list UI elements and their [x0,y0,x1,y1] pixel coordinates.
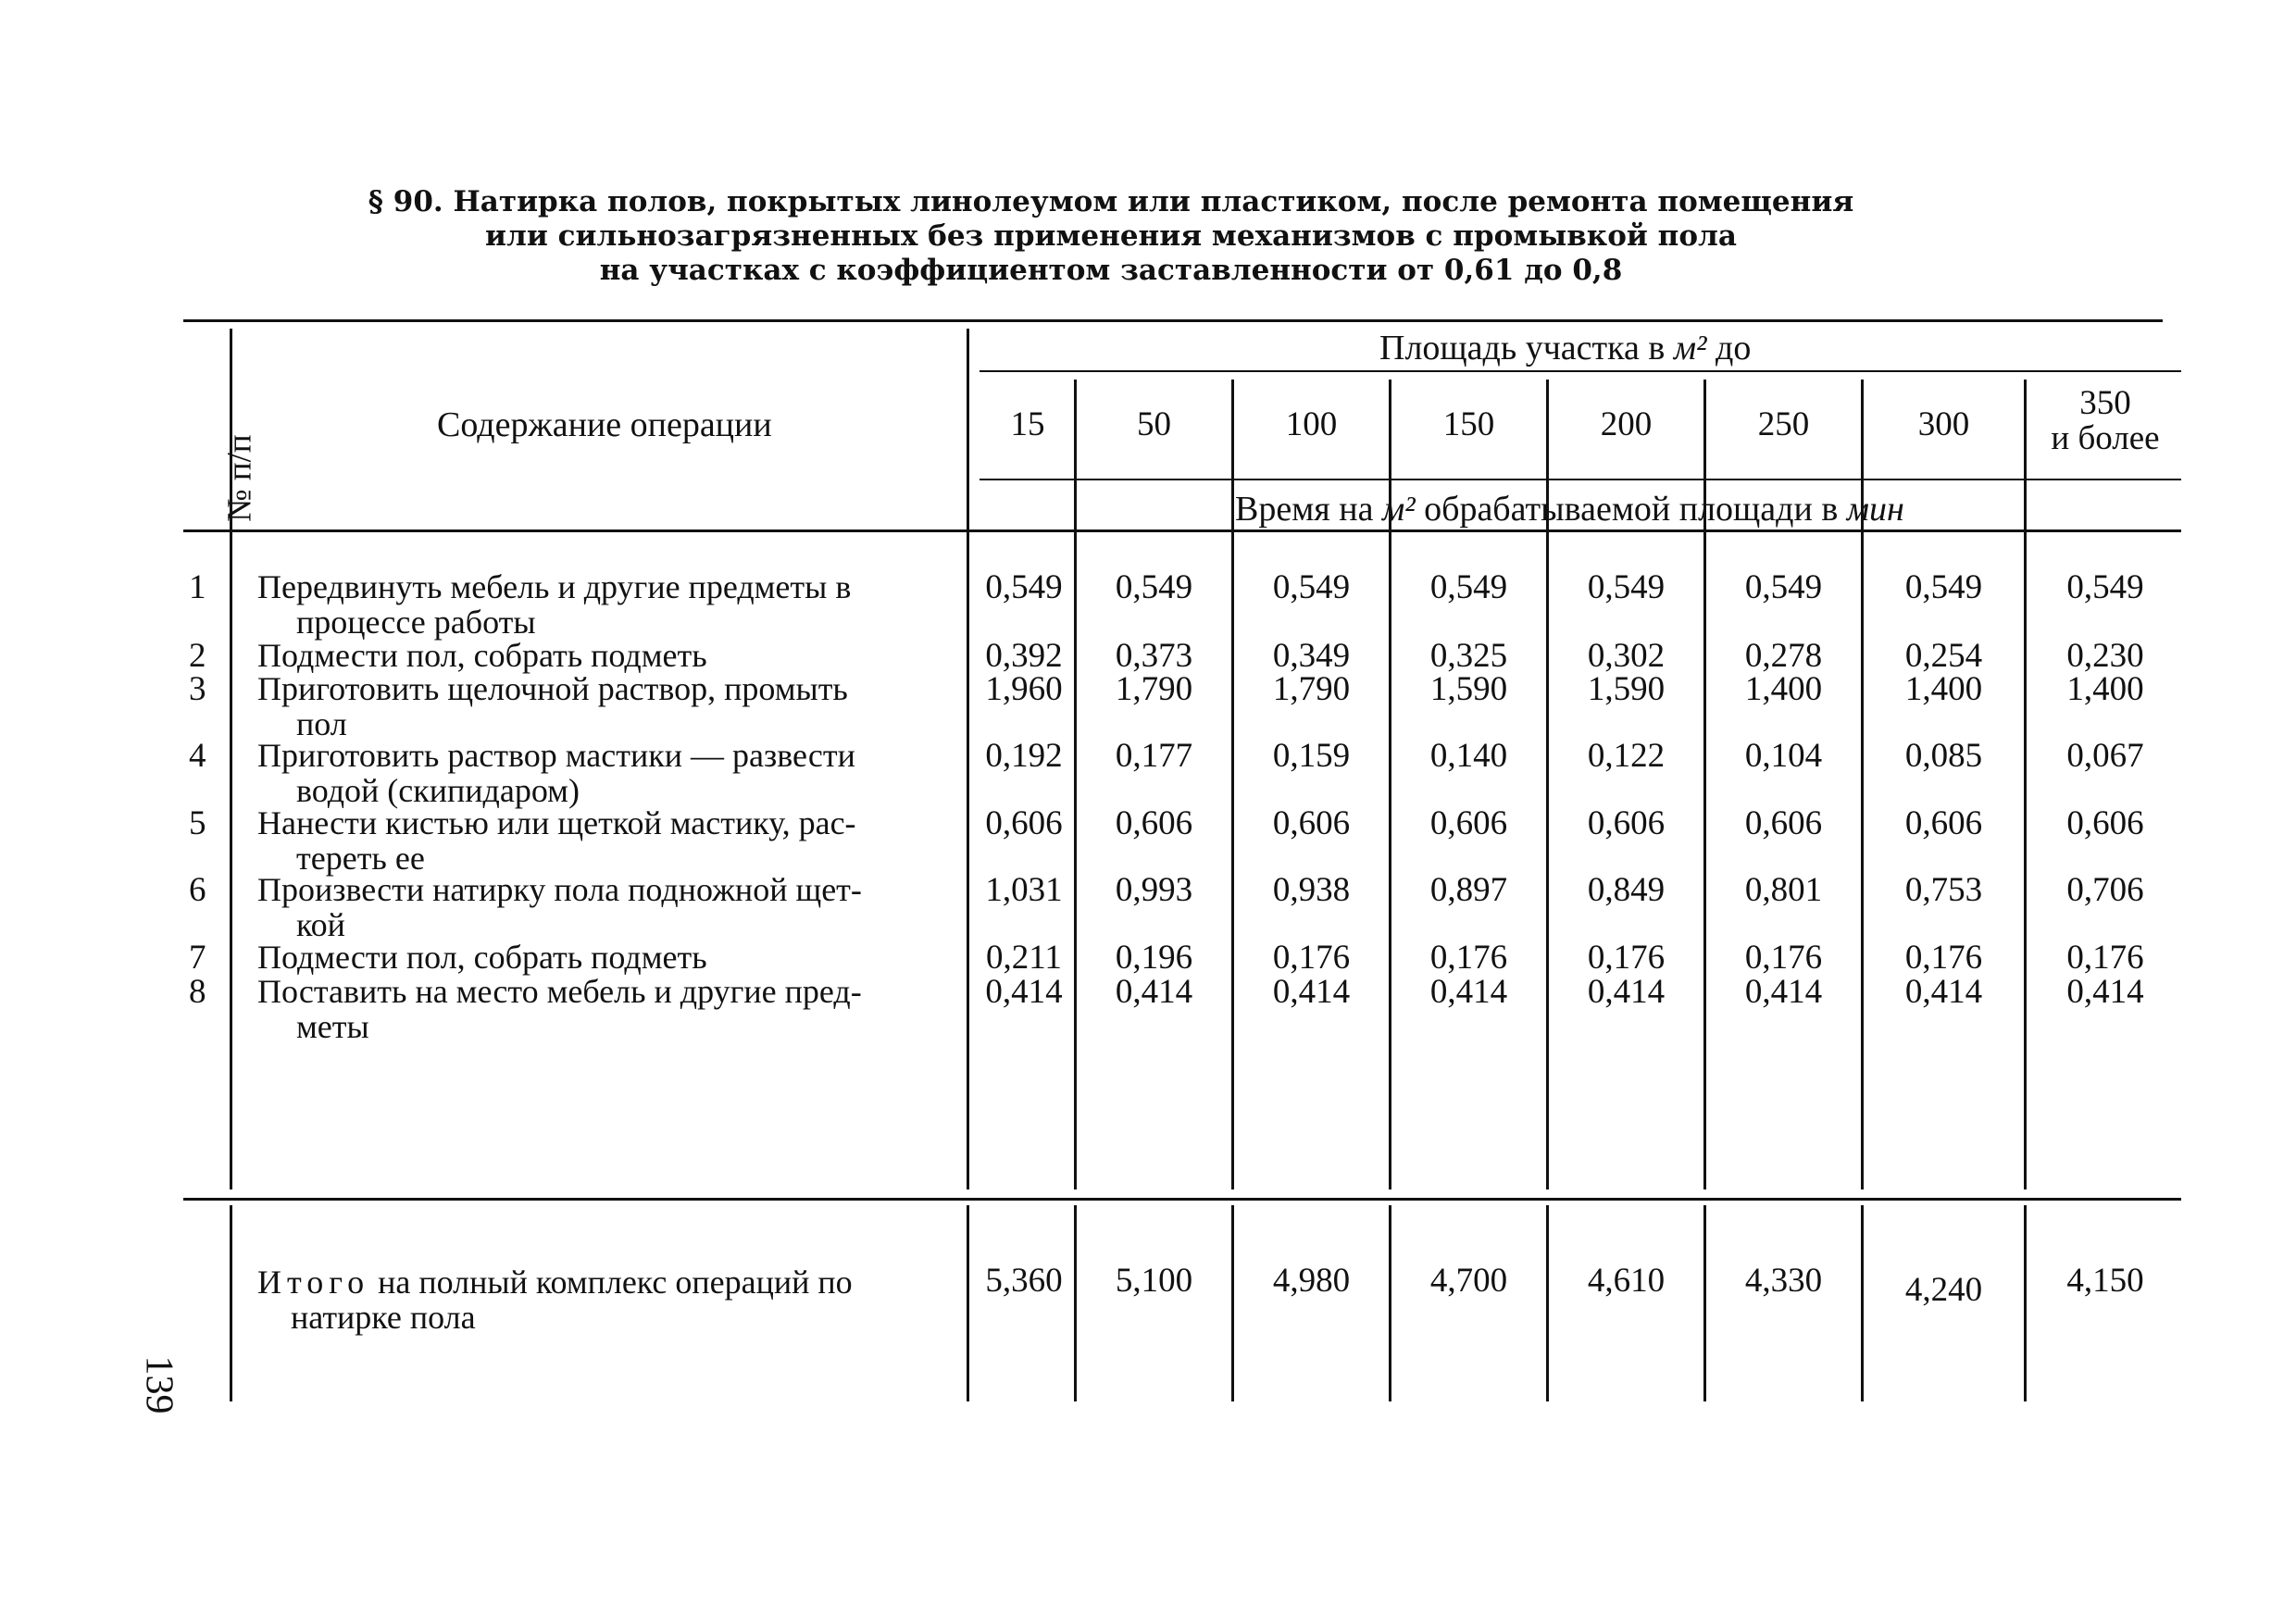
row-value-cell: 0,104 [1744,737,1823,775]
time-header-unit-time: мин [1846,490,1904,529]
area-col-350-and-more [2027,386,2184,456]
row-value-cell: 0,606 [1429,804,1508,842]
row-number: 7 [189,939,206,977]
area-col-350-line2: и более [2051,419,2160,457]
row-value-cell: 0,606 [1744,804,1823,842]
row-number: 3 [189,670,206,708]
area-header-suffix: до [1706,329,1752,367]
row-value-cell: 1,790 [1272,670,1351,708]
total-value-cell: 4,330 [1744,1262,1823,1300]
area-col-300: 300 [1917,405,1970,443]
row-value-cell: 0,392 [985,637,1063,675]
table-top-rule [183,319,2163,322]
row-value-cell: 0,414 [1429,973,1508,1011]
row-value-cell: 0,801 [1744,871,1823,909]
row-value-cell: 1,400 [1744,670,1823,708]
row-value-cell: 0,549 [985,568,1063,606]
total-label-word: Итого [257,1264,370,1301]
row-value-cell: 0,549 [1272,568,1351,606]
row-operation-line1: Поставить на место мебель и другие пред- [257,973,862,1010]
row-value-cell: 1,400 [2066,670,2144,708]
row-value-cell: 0,849 [1587,871,1666,909]
col-rule-50 [1231,380,1234,1189]
row-operation-line2: тереть ее [296,840,425,877]
row-value-cell: 0,414 [2066,973,2144,1011]
total-rule-15 [1074,1205,1077,1401]
row-value-cell: 0,993 [1115,871,1193,909]
total-label-line2: натирке пола [291,1299,476,1336]
row-number: 6 [189,871,206,909]
row-value-cell: 0,414 [1115,973,1193,1011]
row-value-cell: 0,176 [1904,939,1983,977]
total-rule-200 [1703,1205,1706,1401]
area-header-rule [980,370,2181,372]
row-value-cell: 0,606 [985,804,1063,842]
area-col-250: 250 [1757,405,1810,443]
row-operation-line1: Приготовить раствор мастики — развести [257,737,855,774]
header-bottom-rule [183,529,2181,532]
row-value-cell: 0,606 [2066,804,2144,842]
row-value-cell: 0,606 [1272,804,1351,842]
row-operation [257,940,707,975]
row-value-cell: 0,230 [2066,637,2144,675]
time-header-middle: обрабатываемой площади в [1415,490,1847,529]
row-value-cell: 0,176 [1429,939,1508,977]
section-title [278,185,1944,288]
row-value-cell: 1,590 [1587,670,1666,708]
area-header-unit: м² [1673,329,1707,367]
row-value-cell: 0,122 [1587,737,1666,775]
row-value-cell: 0,414 [985,973,1063,1011]
row-value-cell: 0,176 [1744,939,1823,977]
row-value-cell: 0,177 [1115,737,1193,775]
row-operation-line2: водой (скипидаром) [296,772,580,809]
row-operation [257,872,862,942]
title-line-1: § 90. Натирка полов, покрытых линолеумом или пластиком, после ремонта помещения [368,185,1854,218]
row-operation-line2: кой [296,906,345,943]
row-operation-line2: процессе работы [296,604,536,641]
row-value-cell: 0,067 [2066,737,2144,775]
row-value-cell: 0,325 [1429,637,1508,675]
row-value-cell: 0,196 [1115,939,1193,977]
row-value-cell: 1,031 [985,871,1063,909]
total-value-cell: 4,150 [2066,1262,2144,1300]
row-value-cell: 0,549 [2066,568,2144,606]
area-col-200: 200 [1600,405,1653,443]
row-value-cell: 0,549 [1115,568,1193,606]
row-number: 5 [189,804,206,842]
row-value-cell: 0,254 [1904,637,1983,675]
row-value-cell: 1,400 [1904,670,1983,708]
row-value-cell: 1,590 [1429,670,1508,708]
row-number: 2 [189,637,206,675]
area-header-prefix: Площадь участка в [1379,329,1674,367]
time-group-header [1235,489,1904,529]
total-label-line1 [257,1264,853,1300]
total-rule-operation [967,1205,969,1401]
row-operation [257,569,851,640]
row-operation [257,974,862,1044]
title-line-2: или сильнозагрязненных без применения механизмов с промывкой пола [485,219,1737,253]
col-rule-operation [967,329,969,1189]
row-value-cell: 0,176 [1587,939,1666,977]
total-value-cell: 4,240 [1904,1271,1983,1309]
row-value-cell: 0,897 [1429,871,1508,909]
row-value-cell: 0,606 [1587,804,1666,842]
row-value-cell: 0,414 [1272,973,1351,1011]
area-col-350-line1: 350 [2079,384,2131,422]
row-value-cell: 0,211 [986,939,1062,977]
row-operation-line1: Нанести кистью или щеткой мастику, рас- [257,804,856,841]
row-value-cell: 0,549 [1429,568,1508,606]
row-value-cell: 0,414 [1587,973,1666,1011]
time-header-unit-area: м² [1381,490,1416,529]
row-value-cell: 0,938 [1272,871,1351,909]
row-value-cell: 0,549 [1587,568,1666,606]
col-rule-15 [1074,380,1077,1189]
row-value-cell: 0,192 [985,737,1063,775]
row-value-cell: 0,373 [1115,637,1193,675]
row-value-cell: 0,606 [1115,804,1193,842]
total-label [257,1264,853,1335]
area-col-15: 15 [1010,405,1045,443]
area-col-150: 150 [1442,405,1495,443]
total-rule-100 [1389,1205,1391,1401]
total-value-cell: 4,700 [1429,1262,1508,1300]
row-value-cell: 0,606 [1904,804,1983,842]
total-value-cell: 5,100 [1115,1262,1193,1300]
row-value-cell: 0,085 [1904,737,1983,775]
row-value-cell: 0,414 [1904,973,1983,1011]
row-value-cell: 1,790 [1115,670,1193,708]
page-number: 139 [137,1355,181,1414]
operation-column-header: Содержание операции [437,405,772,444]
row-number: 1 [189,568,206,606]
row-value-cell: 0,349 [1272,637,1351,675]
total-value-cell: 4,980 [1272,1262,1351,1300]
title-line-3: на участках с коэффициентом заставленности от 0,61 до 0,8 [599,254,1623,287]
row-operation [257,738,855,808]
total-rule-number [230,1205,232,1401]
row-value-cell: 0,753 [1904,871,1983,909]
total-label-rest: на полный комплекс операций по [369,1264,853,1301]
row-value-cell: 0,176 [1272,939,1351,977]
row-operation-line1: Приготовить щелочной раствор, промыть [257,670,848,707]
row-value-cell: 0,176 [2066,939,2144,977]
total-rule-300 [2024,1205,2027,1401]
row-operation [257,671,848,741]
row-value-cell: 0,302 [1587,637,1666,675]
row-number: 8 [189,973,206,1011]
row-operation-line1: Подмести пол, собрать подметь [257,939,707,976]
total-value-cell: 4,610 [1587,1262,1666,1300]
row-number: 4 [189,737,206,775]
row-operation-line1: Подмести пол, собрать подметь [257,637,707,674]
row-operation-line1: Передвинуть мебель и другие предметы в [257,568,852,605]
row-value-cell: 0,278 [1744,637,1823,675]
time-header-top-rule [980,479,2181,480]
total-top-rule [183,1198,2181,1201]
row-value-cell: 0,549 [1744,568,1823,606]
row-operation [257,805,856,876]
area-col-50: 50 [1137,405,1171,443]
row-value-cell: 0,159 [1272,737,1351,775]
row-operation-line1: Произвести натирку пола подножной щет- [257,871,862,908]
row-value-cell: 0,549 [1904,568,1983,606]
total-rule-150 [1546,1205,1549,1401]
row-value-cell: 0,706 [2066,871,2144,909]
number-column-header: № п/п [220,434,259,522]
row-operation [257,638,707,673]
area-group-header [1379,328,1751,368]
row-value-cell: 1,960 [985,670,1063,708]
row-value-cell: 0,140 [1429,737,1508,775]
row-value-cell: 0,414 [1744,973,1823,1011]
total-value-cell: 5,360 [985,1262,1063,1300]
row-operation-line2: меты [296,1008,369,1045]
time-header-prefix: Время на [1235,490,1382,529]
area-col-100: 100 [1285,405,1338,443]
col-rule-300 [2024,380,2027,1189]
total-rule-50 [1231,1205,1234,1401]
row-operation-line2: пол [296,705,347,742]
